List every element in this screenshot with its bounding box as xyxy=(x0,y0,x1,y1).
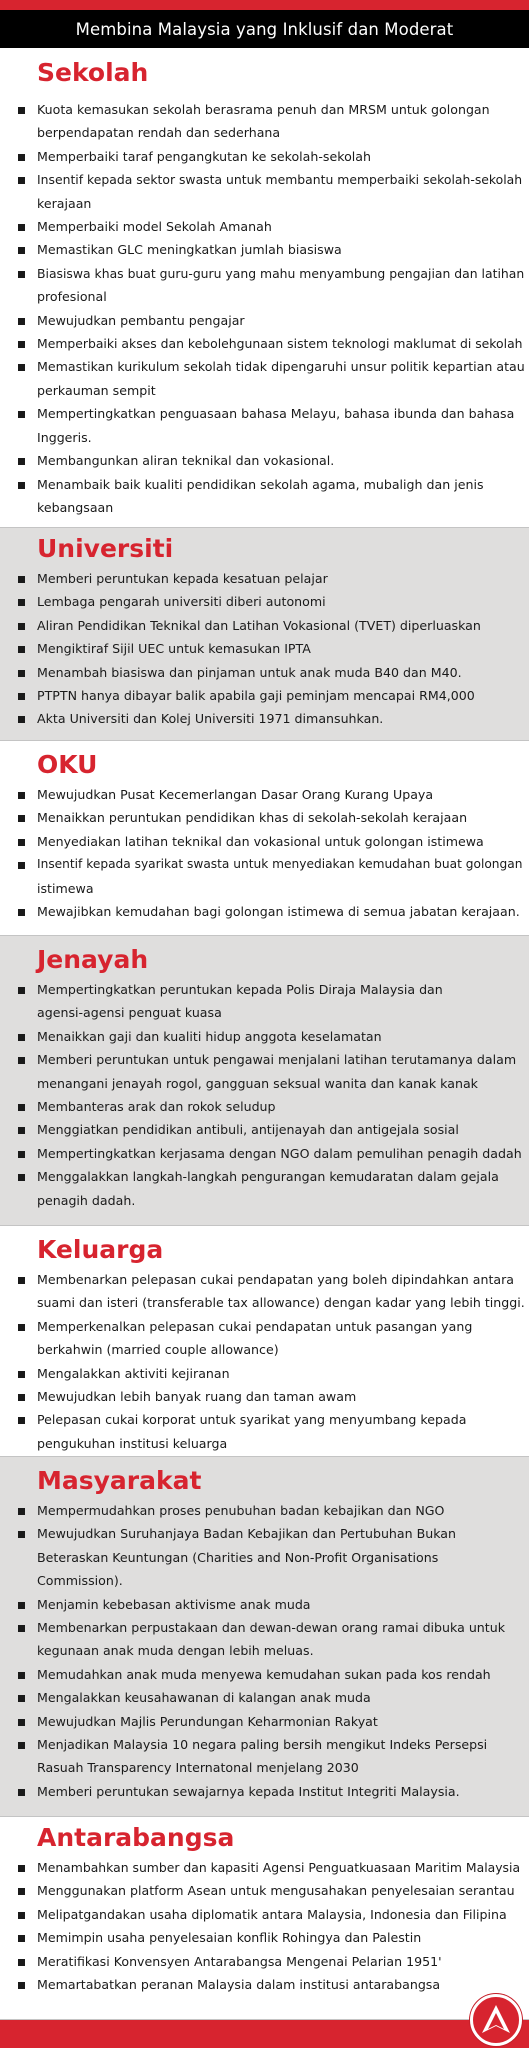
square-bullet-icon xyxy=(18,716,25,723)
list-item xyxy=(0,332,529,355)
list-item-text: Menjamin kebebasan aktivisme anak muda xyxy=(37,1596,311,1612)
list-item-text: Menggunakan platform Asean untuk mengusahakan penyelesaian serantau xyxy=(37,1883,515,1899)
square-bullet-icon xyxy=(18,1625,25,1632)
list-item xyxy=(0,1973,529,1996)
list-item xyxy=(0,900,529,923)
square-bullet-icon xyxy=(18,1742,25,1749)
square-bullet-icon xyxy=(18,1508,25,1515)
list-item-text: Aliran Pendidikan Teknikal dan Latihan Vokasional (TVET) diperluaskan xyxy=(37,617,481,633)
header-bar xyxy=(0,10,529,48)
party-logo xyxy=(470,1994,522,2046)
square-bullet-icon xyxy=(18,1174,25,1181)
list-item-text: Mengalakkan keusahawanan di kalangan anak muda xyxy=(37,1690,371,1706)
bullet-list xyxy=(0,567,529,731)
list-item xyxy=(0,590,529,613)
list-item xyxy=(0,1780,529,1803)
square-bullet-icon xyxy=(18,458,25,465)
list-item-text: kegunaan anak muda dengan lebih meluas. xyxy=(37,1643,314,1659)
top-accent-stripe xyxy=(0,0,529,10)
list-item-text: Mempertingkatkan penguasaan bahasa Melayu, bahasa ibunda dan bahasa xyxy=(37,406,515,422)
list-item-text: Insentif kepada syarikat swasta untuk menyediakan kemudahan buat golongan xyxy=(37,857,523,872)
list-item-text: profesional xyxy=(37,289,107,305)
list-item-text: Memastikan GLC meningkatkan jumlah biasiswa xyxy=(37,242,342,258)
section-title: Antarabangsa xyxy=(37,1823,235,1852)
list-item-text: Memimpin usaha penyelesaian konflik Rohingya dan Palestin xyxy=(37,1930,422,1946)
section-antarabangsa xyxy=(0,1817,529,2020)
list-item xyxy=(0,1048,529,1095)
list-item xyxy=(0,98,529,145)
list-item-text: Menaikkan peruntukan pendidikan khas di sekolah-sekolah kerajaan xyxy=(37,810,468,826)
list-item-text: Menjadikan Malaysia 10 negara paling bersih mengikut Indeks Persepsi xyxy=(37,1737,488,1753)
square-bullet-icon xyxy=(18,1935,25,1942)
list-item-text: Memperkenalkan pelepasan cukai pendapatan untuk pasangan yang xyxy=(37,1318,473,1334)
list-item xyxy=(0,707,529,730)
list-item-text: Menyediakan latihan teknikal dan vokasional untuk golongan istimewa xyxy=(37,833,484,849)
list-item xyxy=(0,215,529,238)
list-item-text: Mewujudkan Pusat Kecemerlangan Dasar Orang Kurang Upaya xyxy=(37,787,434,802)
square-bullet-icon xyxy=(18,1982,25,1989)
section-universiti xyxy=(0,528,529,741)
list-item-text: Mewujudkan lebih banyak ruang dan taman awam xyxy=(37,1389,357,1405)
list-item-text: Memberi peruntukan untuk pengawai menjalani latihan terutamanya dalam xyxy=(37,1052,517,1068)
square-bullet-icon xyxy=(18,670,25,677)
list-item-text: Mewujudkan Suruhanjaya Badan Kebajikan dan Pertubuhan Bukan xyxy=(37,1526,457,1542)
list-item-text: Lembaga pengarah universiti diberi autonomi xyxy=(37,594,326,610)
list-item xyxy=(0,614,529,637)
section-sekolah xyxy=(0,48,529,528)
bullet-list xyxy=(0,1856,529,1996)
square-bullet-icon xyxy=(18,1394,25,1401)
list-item-text: Biasiswa khas buat guru-guru yang mahu menyambung pengajian dan latihan xyxy=(37,265,525,281)
square-bullet-icon xyxy=(18,599,25,606)
list-item xyxy=(0,1710,529,1733)
list-item-text: pengukuhan institusi keluarga xyxy=(37,1435,228,1451)
list-item-text: Pelepasan cukai korporat untuk syarikat yang menyumbang kepada xyxy=(37,1412,467,1428)
square-bullet-icon xyxy=(18,1602,25,1609)
square-bullet-icon xyxy=(18,1695,25,1702)
section-title: Masyarakat xyxy=(37,1466,202,1495)
list-item xyxy=(0,783,529,806)
list-item-text: Mewujudkan Majlis Perundungan Keharmonian Rakyat xyxy=(37,1713,378,1729)
section-title: Keluarga xyxy=(37,1235,164,1264)
bullet-list xyxy=(0,978,529,1212)
list-item xyxy=(0,830,529,853)
square-bullet-icon xyxy=(18,1104,25,1111)
list-item-text: agensi-agensi penguat kuasa xyxy=(37,1005,222,1021)
list-item-text: Memartabatkan peranan Malaysia dalam institusi antarabangsa xyxy=(37,1977,441,1993)
list-item-text: Mengalakkan aktiviti kejiranan xyxy=(37,1365,230,1381)
list-item xyxy=(0,1385,529,1408)
list-item-text: Menambah biasiswa dan pinjaman untuk anak muda B40 dan M40. xyxy=(37,664,462,680)
square-bullet-icon xyxy=(18,1789,25,1796)
square-bullet-icon xyxy=(18,107,25,114)
square-bullet-icon xyxy=(18,341,25,348)
square-bullet-icon xyxy=(18,839,25,846)
list-item-text: Beteraskan Keuntungan (Charities and Non-Profit Organisations xyxy=(37,1549,439,1565)
list-item xyxy=(0,1165,529,1212)
square-bullet-icon xyxy=(18,862,25,869)
list-item xyxy=(0,806,529,829)
square-bullet-icon xyxy=(18,154,25,161)
list-item xyxy=(0,1856,529,1879)
list-item-text: Akta Universiti dan Kolej Universiti 1971 dimansuhkan. xyxy=(37,711,384,727)
square-bullet-icon xyxy=(18,1865,25,1872)
manifesto-sections xyxy=(0,48,529,2020)
list-item-text: Memberi peruntukan kepada kesatuan pelajar xyxy=(37,571,328,586)
square-bullet-icon xyxy=(18,1057,25,1064)
list-item-text: berkahwin (married couple allowance) xyxy=(37,1342,279,1358)
list-item-text: PTPTN hanya dibayar balik apabila gaji peminjam mencapai RM4,000 xyxy=(37,688,475,704)
square-bullet-icon xyxy=(18,1912,25,1919)
square-bullet-icon xyxy=(18,1417,25,1424)
list-item xyxy=(0,1362,529,1385)
list-item xyxy=(0,1926,529,1949)
list-item xyxy=(0,1499,529,1522)
list-item-text: Kuota kemasukan sekolah berasrama penuh dan MRSM untuk golongan xyxy=(37,102,490,117)
list-item-text: Memperbaiki model Sekolah Amanah xyxy=(37,219,272,235)
list-item-text: istimewa xyxy=(37,880,94,896)
list-item xyxy=(0,1593,529,1616)
list-item-text: Mewajibkan kemudahan bagi golongan istimewa di semua jabatan kerajaan. xyxy=(37,904,520,920)
list-item-text: Inggeris. xyxy=(37,429,92,445)
square-bullet-icon xyxy=(18,576,25,583)
square-bullet-icon xyxy=(18,1277,25,1284)
list-item-text: Membenarkan pelepasan cukai pendapatan yang boleh dipindahkan antara xyxy=(37,1272,514,1287)
list-item xyxy=(0,1663,529,1686)
list-item xyxy=(0,1950,529,1973)
list-item-text: menangani jenayah rogol, gangguan seksual wanita dan kanak kanak xyxy=(37,1075,478,1091)
square-bullet-icon xyxy=(18,318,25,325)
list-item xyxy=(0,1903,529,1926)
list-item-text: Mempertingkatkan peruntukan kepada Polis Diraja Malaysia dan xyxy=(37,982,443,997)
arrow-logo-icon xyxy=(473,1997,519,2043)
list-item-text: berpendapatan rendah dan sederhana xyxy=(37,125,281,141)
square-bullet-icon xyxy=(18,792,25,799)
square-bullet-icon xyxy=(18,1719,25,1726)
list-item-text: suami dan isteri (transferable tax allowance) dengan kadar yang lebih tinggi. xyxy=(37,1295,525,1311)
list-item xyxy=(0,661,529,684)
section-title: Universiti xyxy=(37,534,174,563)
bullet-list xyxy=(0,783,529,923)
section-title: Jenayah xyxy=(37,945,149,974)
square-bullet-icon xyxy=(18,1151,25,1158)
list-item xyxy=(0,978,529,1025)
list-item-text: Meratifikasi Konvensyen Antarabangsa Mengenai Pelarian 1951' xyxy=(37,1953,442,1969)
bottom-accent-stripe xyxy=(0,2020,529,2048)
list-item xyxy=(0,1118,529,1141)
square-bullet-icon xyxy=(18,1531,25,1538)
list-item-text: perkauman sempit xyxy=(37,382,156,398)
list-item-text: Memperbaiki akses dan kebolehgunaan sistem teknologi maklumat di sekolah xyxy=(37,336,523,352)
section-oku xyxy=(0,741,529,936)
list-item-text: Menggiatkan pendidikan antibuli, antijenayah dan antigejala sosial xyxy=(37,1122,459,1138)
bullet-list xyxy=(0,98,529,519)
section-title: Sekolah xyxy=(37,58,149,87)
list-item-text: Menaikkan gaji dan kualiti hidup anggota keselamatan xyxy=(37,1028,382,1044)
list-item xyxy=(0,473,529,520)
list-item xyxy=(0,262,529,309)
square-bullet-icon xyxy=(18,815,25,822)
list-item xyxy=(0,1616,529,1663)
square-bullet-icon xyxy=(18,1959,25,1966)
square-bullet-icon xyxy=(18,623,25,630)
list-item xyxy=(0,145,529,168)
list-item xyxy=(0,309,529,332)
square-bullet-icon xyxy=(18,1672,25,1679)
list-item xyxy=(0,1686,529,1709)
section-jenayah xyxy=(0,936,529,1226)
square-bullet-icon xyxy=(18,364,25,371)
list-item xyxy=(0,449,529,472)
list-item-text: Membenarkan perpustakaan dan dewan-dewan orang ramai dibuka untuk xyxy=(37,1620,506,1636)
square-bullet-icon xyxy=(18,224,25,231)
list-item-text: Rasuah Transparency Internatonal menjelang 2030 xyxy=(37,1760,359,1776)
bullet-list xyxy=(0,1268,529,1455)
list-item-text: Memperbaiki taraf pengangkutan ke sekolah-sekolah xyxy=(37,148,371,164)
square-bullet-icon xyxy=(18,177,25,184)
section-title: OKU xyxy=(37,750,98,779)
list-item xyxy=(0,1095,529,1118)
square-bullet-icon xyxy=(18,1034,25,1041)
list-item xyxy=(0,168,529,215)
section-masyarakat xyxy=(0,1457,529,1817)
square-bullet-icon xyxy=(18,247,25,254)
square-bullet-icon xyxy=(18,1888,25,1895)
list-item-text: Menambahkan sumber dan kapasiti Agensi Penguatkuasaan Maritim Malaysia xyxy=(37,1860,521,1875)
list-item-text: Memudahkan anak muda menyewa kemudahan sukan pada kos rendah xyxy=(37,1666,491,1682)
square-bullet-icon xyxy=(18,1371,25,1378)
square-bullet-icon xyxy=(18,482,25,489)
list-item xyxy=(0,567,529,590)
list-item-text: Mewujudkan pembantu pengajar xyxy=(37,312,245,328)
list-item-text: Commission). xyxy=(37,1573,123,1589)
list-item xyxy=(0,1408,529,1455)
list-item-text: penagih dadah. xyxy=(37,1192,136,1208)
list-item-text: Insentif kepada sektor swasta untuk membantu memperbaiki sekolah-sekolah xyxy=(37,172,523,188)
list-item-text: Membanteras arak dan rokok seludup xyxy=(37,1099,276,1115)
section-keluarga xyxy=(0,1226,529,1457)
page-title: Membina Malaysia yang Inklusif dan Moderat xyxy=(75,19,454,39)
list-item xyxy=(0,1522,529,1592)
list-item xyxy=(0,637,529,660)
list-item xyxy=(0,1268,529,1315)
square-bullet-icon xyxy=(18,271,25,278)
list-item xyxy=(0,238,529,261)
list-item xyxy=(0,402,529,449)
list-item-text: kebangsaan xyxy=(37,499,114,515)
list-item xyxy=(0,1733,529,1780)
list-item-text: Memastikan kurikulum sekolah tidak dipengaruhi unsur politik kepartian atau xyxy=(37,359,525,375)
list-item-text: Membangunkan aliran teknikal dan vokasional. xyxy=(37,453,335,469)
bullet-list xyxy=(0,1499,529,1803)
square-bullet-icon xyxy=(18,646,25,653)
list-item xyxy=(0,355,529,402)
list-item-text: Mempertingkatkan kerjasama dengan NGO dalam pemulihan penagih dadah xyxy=(37,1145,522,1161)
list-item-text: Menggalakkan langkah-langkah pengurangan kemudaratan dalam gejala xyxy=(37,1169,499,1185)
list-item-text: Mengiktiraf Sijil UEC untuk kemasukan IPTA xyxy=(37,641,311,657)
square-bullet-icon xyxy=(18,1324,25,1331)
list-item xyxy=(0,1315,529,1362)
square-bullet-icon xyxy=(18,411,25,418)
list-item xyxy=(0,1025,529,1048)
list-item xyxy=(0,1142,529,1165)
square-bullet-icon xyxy=(18,1127,25,1134)
square-bullet-icon xyxy=(18,987,25,994)
list-item-text: kerajaan xyxy=(37,195,92,211)
square-bullet-icon xyxy=(18,693,25,700)
list-item-text: Memberi peruntukan sewajarnya kepada Institut Integriti Malaysia. xyxy=(37,1783,460,1799)
list-item-text: Melipatgandakan usaha diplomatik antara Malaysia, Indonesia dan Filipina xyxy=(37,1906,507,1922)
list-item xyxy=(0,1879,529,1902)
list-item-text: Menambaik baik kualiti pendidikan sekolah agama, mubaligh dan jenis xyxy=(37,476,484,492)
list-item xyxy=(0,684,529,707)
square-bullet-icon xyxy=(18,909,25,916)
list-item xyxy=(0,853,529,900)
list-item-text: Mempermudahkan proses penubuhan badan kebajikan dan NGO xyxy=(37,1503,445,1518)
